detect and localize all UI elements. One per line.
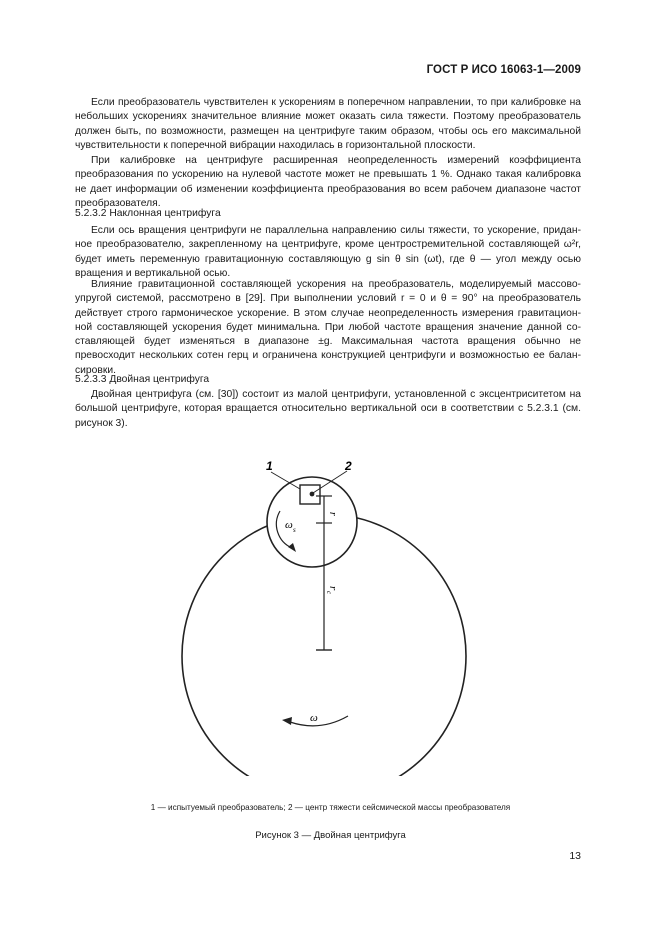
- r-label: r: [327, 512, 338, 516]
- figure-legend: 1 — испытуемый преобразователь; 2 — центр тяжести сейсмической массы преобразователя: [150, 803, 511, 812]
- omega-s-label: ω: [285, 519, 293, 531]
- paragraph-3: Если ось вращения центрифуги не параллельна направлению силы тяжести, то ускорение, приданное преобразователю, закрепленному на центрифуге, кроме центростремительной составляющей ω²r, будет иметь переменную гравитационную составляющую g sin θ sin (ωt), где θ — угол между осью вращения и вертикальной осью.: [75, 225, 581, 279]
- paragraph-2: При калибровке на центрифуге расширенная неопределенность измерений коэффициента преобразования по ускорению на нулевой частоте может не превышать 1 %. Однако такая калибровка не дает информации об изменении коэффициента преобразования во всем рабочем диапазоне частот преобразователя.: [75, 155, 581, 209]
- section-heading-5-2-3-2: 5.2.3.2 Наклонная центрифуга: [75, 208, 221, 219]
- omega-label: ω: [310, 712, 318, 724]
- label-1: 1: [266, 459, 273, 473]
- page-number: 13: [569, 850, 581, 862]
- rc-label: r: [327, 586, 339, 591]
- label-2: 2: [345, 459, 352, 473]
- omega-s-sub: s: [293, 526, 296, 534]
- page-header: ГОСТ Р ИСО 16063-1—2009: [426, 64, 581, 76]
- paragraph-5: Двойная центрифуга (см. [30]) состоит из малой центрифуги, установленной с эксцентриситетом на большой центрифуге, которая вращается относительно вертикальной оси в соответствии с 5.2.3.1 (см. рисунок 3).: [75, 389, 581, 429]
- paragraph-4: Влияние гравитационной составляющей ускорения на преобразователь, моделируемый массово-упругой системой, рассмотрено в [29]. При выполнении условий r = 0 и θ = 90° на преобразователь действует строго гармоническое ускорение. В этом случае неопределенность измерения гравитационной составляющей ускорения будет минимальна. При любой частоте вращения значение данной составляющей будет изменяться в диапазоне ±g. Максимальная частота вращения обычно не превосходит нескольких сотен герц и ограничена конструкцией центрифуги и возможностью ее балансировки.: [75, 279, 581, 376]
- double-centrifuge-figure: [170, 456, 470, 776]
- section-heading-5-2-3-3: 5.2.3.3 Двойная центрифуга: [75, 374, 210, 385]
- figure-caption: Рисунок 3 — Двойная центрифуга: [255, 830, 406, 841]
- rc-sub-label: c: [325, 591, 333, 595]
- small-centrifuge-circle: [267, 477, 357, 567]
- paragraph-1: Если преобразователь чувствителен к ускорениям в поперечном направлении, то при калибровке на небольших ускорениях значительное влияние может оказать сила тяжести. Поэтому преобразователь должен быть, по возможности, размещен на центрифуге таким образом, чтобы ось его максимальной чувствительности к поперечной вибрации находилась в горизонтальной плоскости.: [75, 97, 581, 151]
